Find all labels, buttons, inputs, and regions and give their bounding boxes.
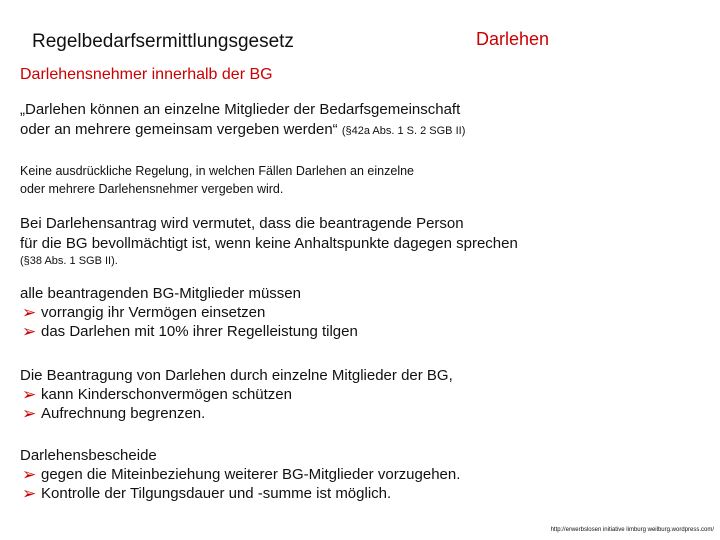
bullet-text: Kontrolle der Tilgungsdauer und -summe ist möglich. [41, 485, 392, 502]
bullet-item [20, 322, 358, 342]
arrow-bullet-icon: ➢ [22, 465, 37, 485]
bullet-item [20, 465, 460, 485]
bullet-text: Aufrechnung begrenzen. [41, 405, 206, 422]
note-paragraph [20, 162, 414, 198]
arrow-bullet-icon: ➢ [22, 322, 37, 342]
quote-paragraph [20, 100, 465, 141]
arrow-bullet-icon: ➢ [22, 303, 37, 323]
bullet-text: kann Kinderschonvermögen schützen [41, 386, 292, 403]
block3-intro: Darlehensbescheide [20, 447, 157, 464]
presumption-paragraph [20, 214, 518, 268]
footer-url-link[interactable]: http://erwerbslosen initiative limburg weilburg.wordpress.com/ [550, 527, 714, 533]
quote-line-1: „Darlehen können an einzelne Mitglieder der Bedarfsgemeinschaft [20, 101, 461, 118]
header-right-title: Darlehen [476, 29, 550, 49]
presumption-line-1: Bei Darlehensantrag wird vermutet, dass die beantragende Person [20, 215, 464, 232]
quote-citation: (§42a Abs. 1 S. 2 SGB II) [341, 125, 466, 137]
bullet-text: vorrangig ihr Vermögen einsetzen [41, 304, 266, 321]
bullet-item [20, 404, 453, 424]
block2 [20, 366, 453, 424]
section-title: Darlehensnehmer innerhalb der BG [20, 66, 273, 83]
block3 [20, 446, 460, 504]
presumption-line-2: für die BG bevollmächtigt ist, wenn keine Anhaltspunkte dagegen sprechen [20, 235, 518, 252]
bullet-item [20, 303, 358, 323]
presumption-citation: (§38 Abs. 1 SGB II). [20, 255, 118, 267]
bullet-item [20, 385, 453, 405]
block1 [20, 284, 358, 342]
bullet-text: das Darlehen mit 10% ihrer Regelleistung tilgen [41, 323, 358, 340]
bullet-text: gegen die Miteinbeziehung weiterer BG-Mitglieder vorzugehen. [41, 466, 461, 483]
header-left-title: Regelbedarfsermittlungsgesetz [32, 31, 294, 52]
quote-text: oder an mehrere gemeinsam vergeben werden“ [20, 121, 342, 138]
arrow-bullet-icon: ➢ [22, 404, 37, 424]
arrow-bullet-icon: ➢ [22, 385, 37, 405]
note-line-2: oder mehrere Darlehensnehmer vergeben wird. [20, 182, 284, 196]
arrow-bullet-icon: ➢ [22, 484, 37, 504]
note-line-1: Keine ausdrückliche Regelung, in welchen Fällen Darlehen an einzelne [20, 164, 415, 178]
bullet-item [20, 484, 460, 504]
quote-line-2 [20, 120, 465, 141]
block2-intro: Die Beantragung von Darlehen durch einzelne Mitglieder der BG, [20, 367, 453, 384]
block1-intro: alle beantragenden BG-Mitglieder müssen [20, 285, 301, 302]
